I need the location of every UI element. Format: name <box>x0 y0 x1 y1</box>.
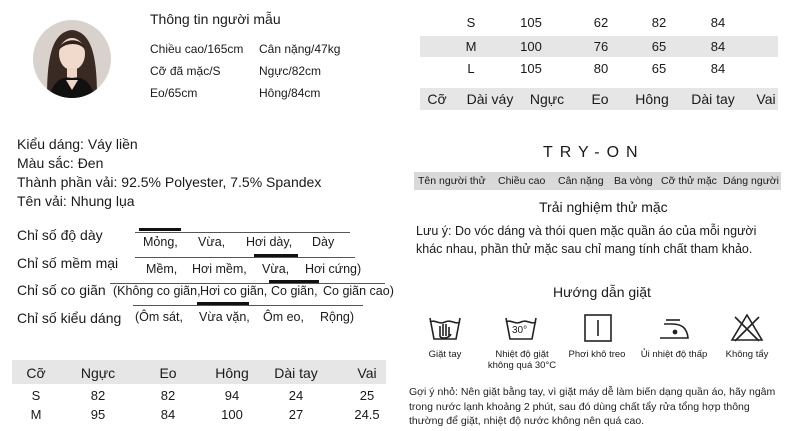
dry-shade-icon <box>580 312 616 344</box>
tryon-title: TRY-ON <box>543 144 645 161</box>
product-composition: Thành phần vải: 92.5% Polyester, 7.5% Spandex <box>17 174 322 190</box>
table-cell: L <box>467 61 475 76</box>
table-cell: 65 <box>651 61 667 76</box>
right-table-header: Ngực <box>529 91 565 107</box>
fit-option: Ôm eo, <box>263 310 304 324</box>
no-bleach-icon <box>729 312 765 344</box>
table-cell: 94 <box>224 388 240 403</box>
product-fabric: Tên vải: Nhung lụa <box>17 193 135 209</box>
thickness-option: Vừa, <box>198 235 226 249</box>
right-table-header: Cỡ <box>427 91 447 107</box>
thickness-selected-marker <box>139 228 181 231</box>
product-style: Kiểu dáng: Váy liền <box>17 136 138 152</box>
product-color: Màu sắc: Đen <box>17 155 104 171</box>
elasticity-option: (Không co giãn, <box>113 284 201 298</box>
softness-scale-line <box>135 257 355 258</box>
size-table-header: Hông <box>215 365 249 381</box>
care-tip: Gợi ý nhỏ: Nên giặt bằng tay, vì giặt máy dễ làm biến dạng quần áo, hãy ngâm trong nước lạnh khoảng 2 phút, sau đó dùng chất tẩy rửa tổng hợp thông thường để giặt, nhiệt độ nước không nên quá cao. <box>409 386 776 427</box>
iron-low-icon <box>656 312 692 344</box>
right-table-header: Eo <box>591 91 609 107</box>
model-size-worn: Cỡ đã mặc/S <box>150 64 221 78</box>
fit-option: Rộng) <box>320 310 355 324</box>
elasticity-option: Hơi co giãn, <box>200 284 268 298</box>
table-cell: 82 <box>651 15 667 30</box>
care-label: Nhiệt độ giặt không quá 30°C <box>487 349 557 371</box>
tryon-column: Ba vòng <box>614 175 653 187</box>
right-table-header: Dài tay <box>691 91 735 107</box>
model-hip: Hông/84cm <box>259 86 321 100</box>
care-title: Hướng dẫn giặt <box>553 284 651 300</box>
care-label: Không tẩy <box>725 349 769 360</box>
softness-option: Vừa, <box>262 262 290 276</box>
table-cell: 100 <box>520 39 542 54</box>
table-cell: S <box>31 388 41 403</box>
size-table-header: Dài tay <box>274 365 318 381</box>
right-table-header: Hông <box>635 91 669 107</box>
right-table-header: Dài váy <box>466 91 514 107</box>
thickness-scale-line <box>135 232 350 233</box>
table-cell: 24 <box>288 388 304 403</box>
table-cell: 84 <box>710 39 726 54</box>
thickness-option: Mỏng, <box>143 235 178 249</box>
tryon-column: Dáng người <box>723 175 779 187</box>
table-cell: 80 <box>593 61 609 76</box>
tryon-column: Chiều cao <box>498 175 546 187</box>
fit-option: Vừa vặn, <box>199 310 250 324</box>
model-height: Chiều cao/165cm <box>150 42 244 56</box>
tryon-experience-title: Trải nghiệm thử mặc <box>539 199 668 215</box>
table-cell: 105 <box>520 61 542 76</box>
size-table-header: Vai <box>357 365 377 381</box>
model-bust: Ngực/82cm <box>259 64 322 78</box>
fit-index-label: Chỉ số kiểu dáng <box>17 310 122 326</box>
table-cell: 24.5 <box>354 407 380 422</box>
table-cell: 84 <box>710 15 726 30</box>
thickness-option: Dày <box>312 235 335 249</box>
model-weight: Cân nặng/47kg <box>259 42 341 56</box>
table-cell: M <box>30 407 42 422</box>
fit-option: (Ôm sát, <box>135 310 183 324</box>
size-table-header: Ngực <box>80 365 116 381</box>
model-avatar <box>33 20 111 98</box>
care-label: Ủi nhiệt độ thấp <box>640 349 708 360</box>
wash-temp-text: 30° <box>512 325 528 336</box>
table-cell: 84 <box>160 407 176 422</box>
thickness-option: Hơi dày, <box>246 235 293 249</box>
table-cell: 65 <box>651 39 667 54</box>
softness-option: Mềm, <box>146 262 178 276</box>
table-cell: S <box>466 15 476 30</box>
softness-selected-marker <box>254 254 298 257</box>
table-cell: 95 <box>90 407 106 422</box>
elasticity-index-label: Chỉ số co giãn <box>17 282 106 298</box>
care-label: Phơi khô treo <box>568 349 626 360</box>
elasticity-selected-marker <box>269 280 319 283</box>
table-cell: 100 <box>221 407 243 422</box>
size-table-header-row <box>12 360 386 384</box>
fit-selected-marker <box>197 302 249 305</box>
table-cell: 84 <box>710 61 726 76</box>
softness-option: Hơi cứng) <box>305 262 362 276</box>
tryon-column: Tên người thử <box>418 175 486 187</box>
softness-index-label: Chỉ số mềm mại <box>17 255 119 271</box>
table-cell: 25 <box>359 388 375 403</box>
tryon-column: Cân nặng <box>558 175 604 187</box>
wash-30-icon <box>503 312 539 344</box>
table-cell: 82 <box>160 388 176 403</box>
care-label: Giặt tay <box>428 349 462 360</box>
hand-wash-icon <box>427 312 463 344</box>
fit-scale-line <box>133 305 363 306</box>
right-table-header: Vai <box>756 91 776 107</box>
tryon-column: Cỡ thử mặc <box>661 175 717 187</box>
tryon-note: Lưu ý: Do vóc dáng và thói quen mặc quần áo của mỗi người khác nhau, phần thử mặc sau chỉ mang tính chất tham khảo. <box>416 224 757 256</box>
table-cell: 62 <box>593 15 609 30</box>
elasticity-option: Co giãn cao) <box>323 284 394 298</box>
table-cell: 105 <box>520 15 542 30</box>
model-waist: Eo/65cm <box>150 86 198 100</box>
elasticity-option: Co giãn, <box>271 284 318 298</box>
table-cell: 27 <box>288 407 304 422</box>
table-cell: 76 <box>593 39 609 54</box>
table-cell: M <box>465 39 477 54</box>
size-table-header: Cỡ <box>26 365 46 381</box>
softness-option: Hơi mềm, <box>192 262 247 276</box>
model-info-title: Thông tin người mẫu <box>150 11 281 27</box>
table-cell: 82 <box>90 388 106 403</box>
size-table-header: Eo <box>159 365 177 381</box>
thickness-index-label: Chỉ số độ dày <box>17 227 103 243</box>
